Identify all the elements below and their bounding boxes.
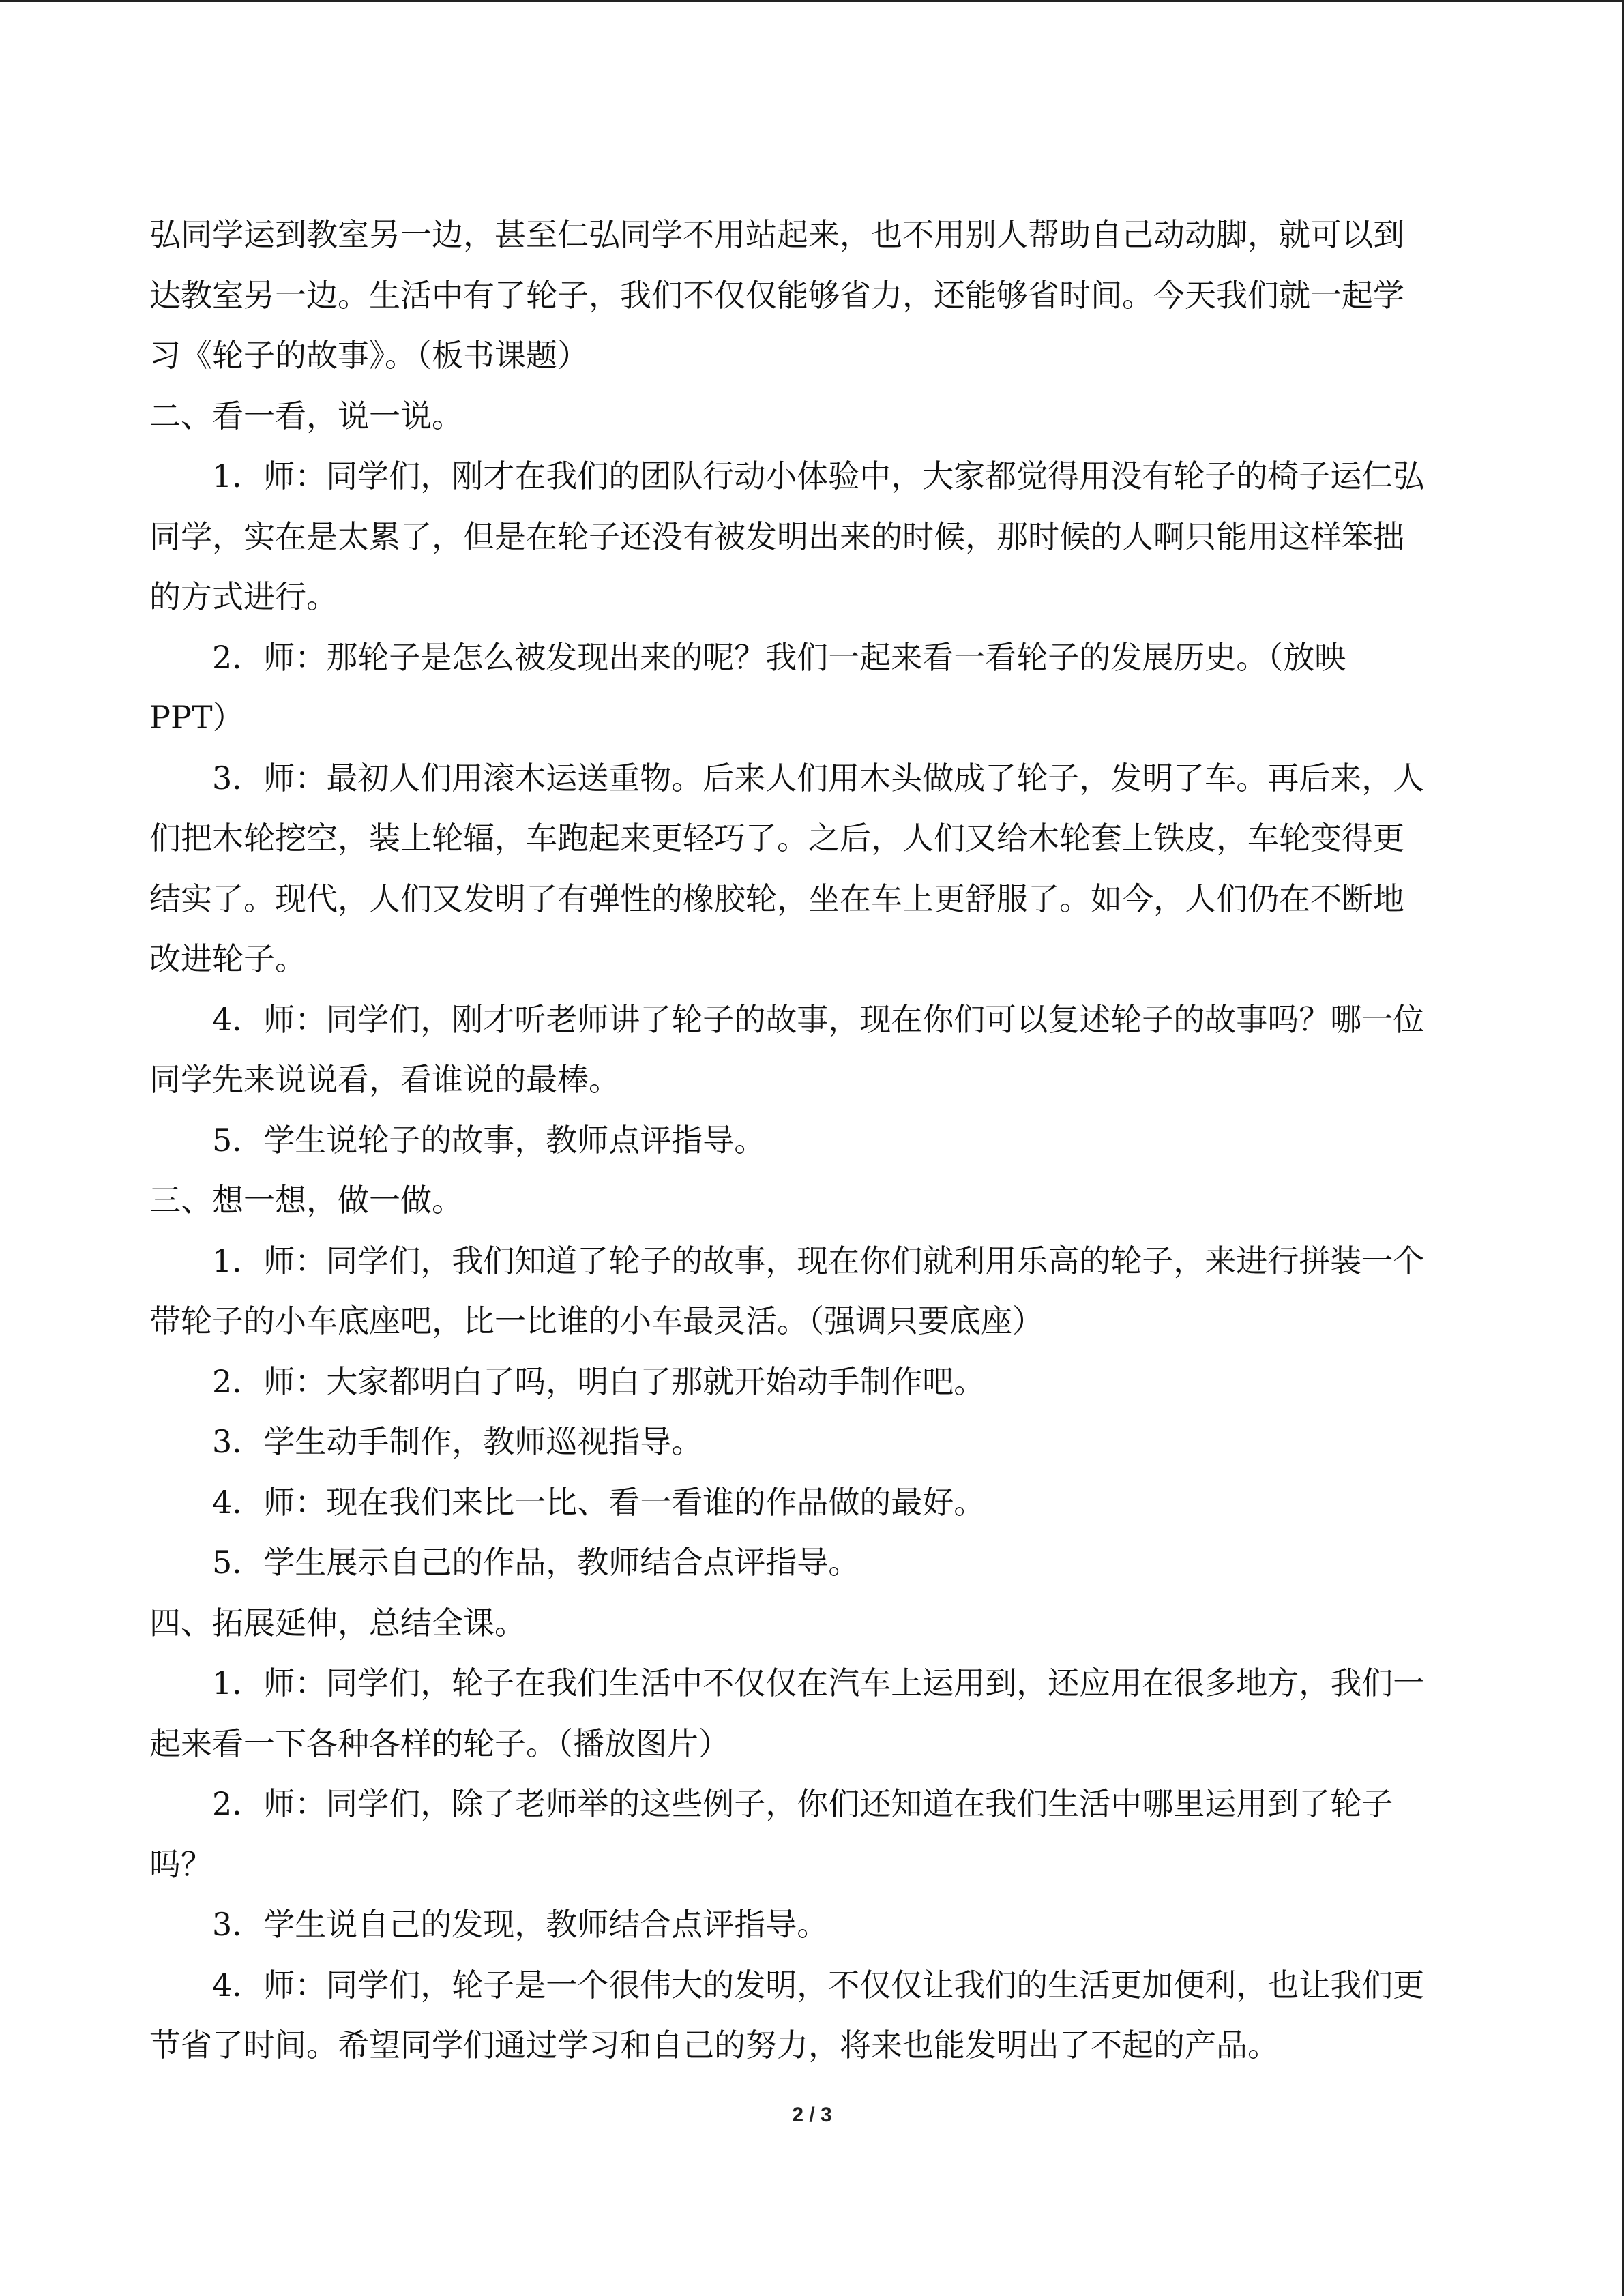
text-line: 1．师：同学们，轮子在我们生活中不仅仅在汽车上运用到，还应用在很多地方，我们一: [212, 1665, 1425, 1701]
document-body: [149, 205, 1476, 2076]
section-heading: 四、拓展延伸，总结全课。: [149, 1604, 526, 1641]
section-heading: 三、想一想，做一做。: [149, 1182, 463, 1219]
text-line: 5．学生说轮子的故事，教师点评指导。: [212, 1121, 766, 1159]
text-line: 结实了。现代，人们又发明了有弹性的橡胶轮，坐在车上更舒服了。如今，人们仍在不断地: [149, 880, 1404, 917]
section-heading: 二、看一看，说一说。: [149, 397, 463, 434]
text-line: 习《轮子的故事》。（板书课题）: [149, 337, 589, 374]
page-top-border: [0, 0, 1624, 2]
text-line: 同学，实在是太累了，但是在轮子还没有被发明出来的时候，那时候的人啊只能用这样笨拙: [149, 518, 1404, 555]
text-line: 达教室另一边。生活中有了轮子，我们不仅仅能够省力，还能够省时间。今天我们就一起学: [149, 276, 1404, 314]
text-line: 弘同学运到教室另一边，甚至仁弘同学不用站起来，也不用别人帮助自己动动脚，就可以到: [149, 216, 1404, 253]
text-line: 带轮子的小车底座吧，比一比谁的小车最灵活。（强调只要底座）: [149, 1302, 1044, 1339]
page-number: 2 / 3: [792, 2104, 832, 2126]
text-line: 同学先来说说看，看谁说的最棒。: [149, 1061, 620, 1098]
text-line: 的方式进行。: [149, 578, 338, 615]
text-line: 2．师：同学们，除了老师举的这些例子，你们还知道在我们生活中哪里运用到了轮子: [212, 1785, 1393, 1822]
text-line: 3．学生说自己的发现，教师结合点评指导。: [212, 1906, 829, 1943]
text-line: 5．学生展示自己的作品，教师结合点评指导。: [212, 1544, 860, 1581]
text-line: 吗？: [149, 1845, 212, 1883]
text-line: 2．师：那轮子是怎么被发现出来的呢？我们一起来看一看轮子的发展历史。（放映: [212, 638, 1346, 676]
text-line: 起来看一下各种各样的轮子。（播放图片）: [149, 1725, 730, 1762]
text-line: 1．师：同学们，我们知道了轮子的故事，现在你们就利用乐高的轮子，来进行拼装一个: [212, 1242, 1425, 1279]
text-line: 3．学生动手制作，教师巡视指导。: [212, 1423, 703, 1460]
text-line: 们把木轮挖空，装上轮辐，车跑起来更轻巧了。之后，人们又给木轮套上铁皮，车轮变得更: [149, 820, 1404, 856]
text-line: 4．师：同学们，刚才听老师讲了轮子的故事，现在你们可以复述轮子的故事吗？哪一位: [212, 1000, 1425, 1038]
text-line: 3．师：最初人们用滚木运送重物。后来人们用木头做成了轮子，发明了车。再后来，人: [212, 759, 1425, 796]
text-line: 改进轮子。: [149, 940, 306, 977]
text-line: 2．师：大家都明白了吗，明白了那就开始动手制作吧。: [212, 1362, 986, 1400]
text-line: PPT）: [149, 699, 244, 736]
text-line: 节省了时间。希望同学们通过学习和自己的努力，将来也能发明出了不起的产品。: [149, 2027, 1279, 2063]
text-line: 4．师：现在我们来比一比、看一看谁的作品做的最好。: [212, 1483, 986, 1521]
text-line: 1．师：同学们，刚才在我们的团队行动小体验中，大家都觉得用没有轮子的椅子运仁弘: [212, 458, 1425, 494]
text-line: 4．师：同学们，轮子是一个很伟大的发明，不仅仅让我们的生活更加便利，也让我们更: [212, 1966, 1425, 2003]
